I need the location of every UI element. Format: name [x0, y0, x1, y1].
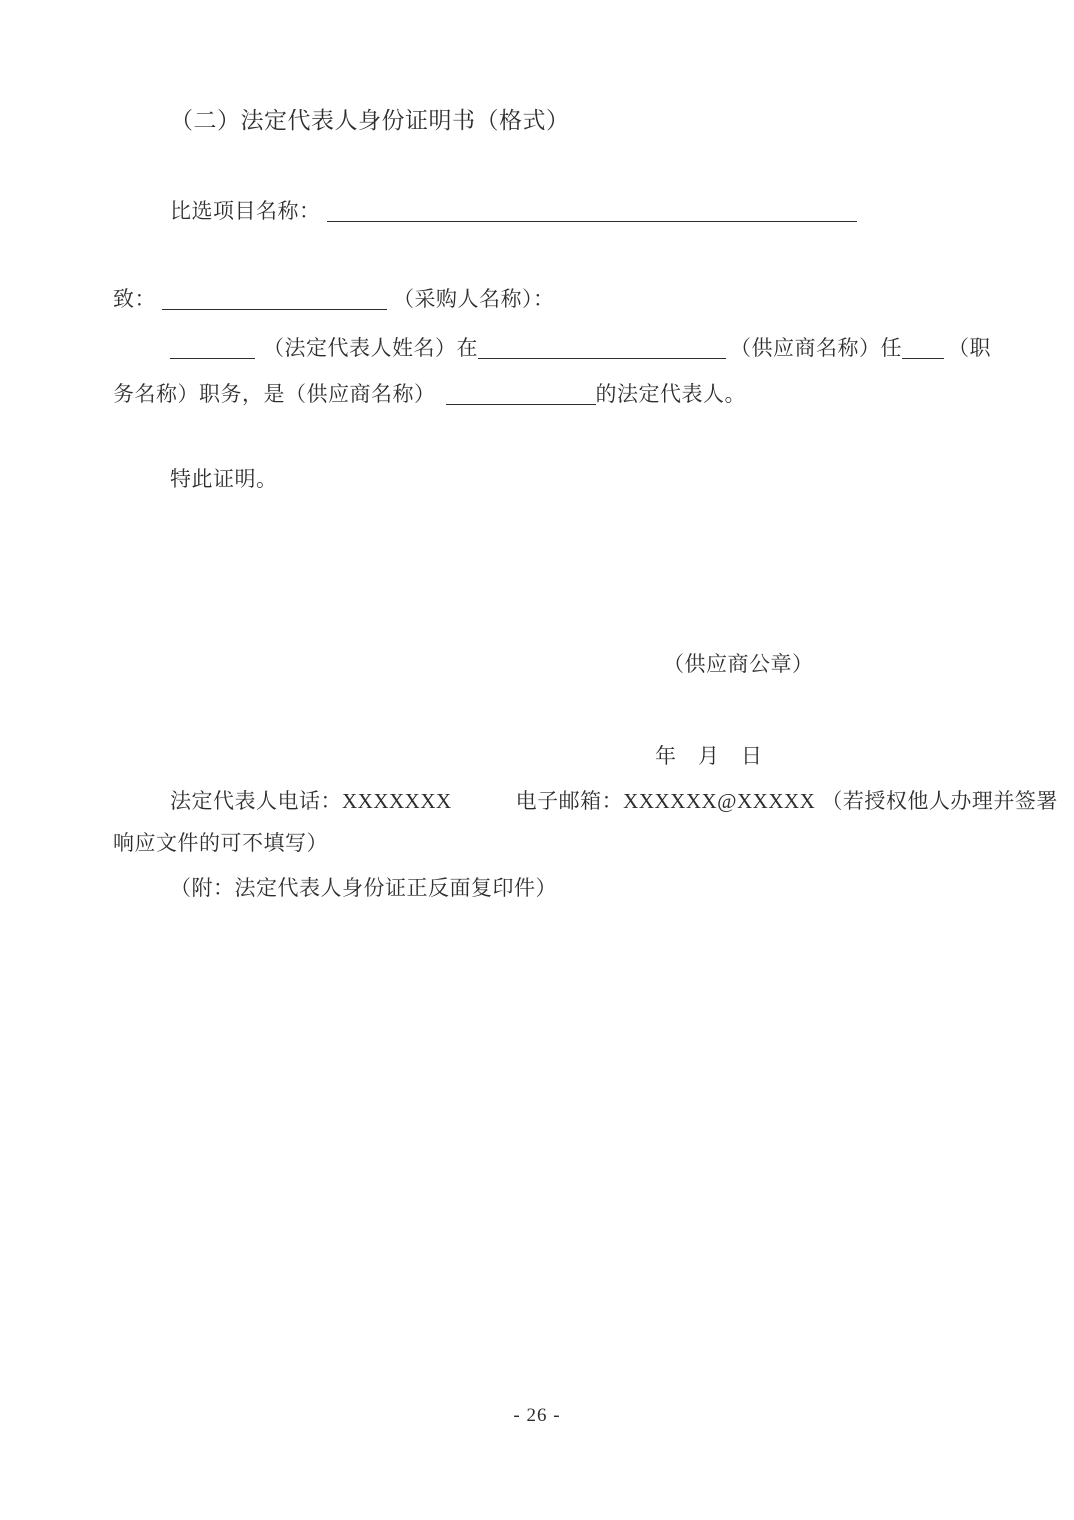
note-wrap-text: 响应文件的可不填写） — [113, 831, 328, 855]
post-open-text: （职 — [948, 336, 991, 360]
body-line-2 — [113, 379, 746, 409]
email-label: 电子邮箱： — [515, 789, 624, 813]
supplier-seal-note: （供应商公章） — [663, 652, 814, 676]
phone-value: XXXXXXX — [342, 789, 452, 813]
representative-name-suffix: （法定代表人姓名）在 — [263, 336, 478, 360]
page-number: - 26 - — [513, 1405, 561, 1426]
section-title: （二）法定代表人身份证明书（格式） — [170, 108, 570, 133]
supplier-name-blank-field-2 — [446, 383, 596, 405]
representative-name-blank-field — [170, 337, 255, 359]
project-name-label: 比选项目名称： — [170, 199, 321, 223]
phone-label: 法定代表人电话： — [170, 789, 342, 813]
purchaser-suffix: （采购人名称）： — [393, 287, 555, 311]
purchaser-name-blank-field — [162, 288, 387, 310]
supplier-suffix: （供应商名称）任 — [730, 336, 902, 360]
post-title-blank-field — [902, 337, 944, 359]
attachment-note: （附：法定代表人身份证正反面复印件） — [170, 876, 557, 900]
supplier-name-blank-field — [478, 337, 726, 359]
contact-line — [170, 786, 1058, 816]
post-close-text: 务名称）职务，是（供应商名称） — [113, 382, 436, 406]
certify-statement: 特此证明。 — [170, 467, 278, 491]
date-line: 年 月 日 — [655, 744, 763, 768]
note-start-text: （若授权他人办理并签署 — [821, 789, 1058, 813]
to-label: 致： — [113, 287, 156, 311]
email-value: XXXXXX@XXXXX — [623, 789, 816, 813]
body-line-1 — [170, 333, 991, 363]
salutation-line — [113, 284, 555, 314]
legal-representative-suffix: 的法定代表人。 — [595, 382, 746, 406]
project-name-line — [170, 196, 857, 226]
project-name-blank-field — [327, 200, 857, 222]
